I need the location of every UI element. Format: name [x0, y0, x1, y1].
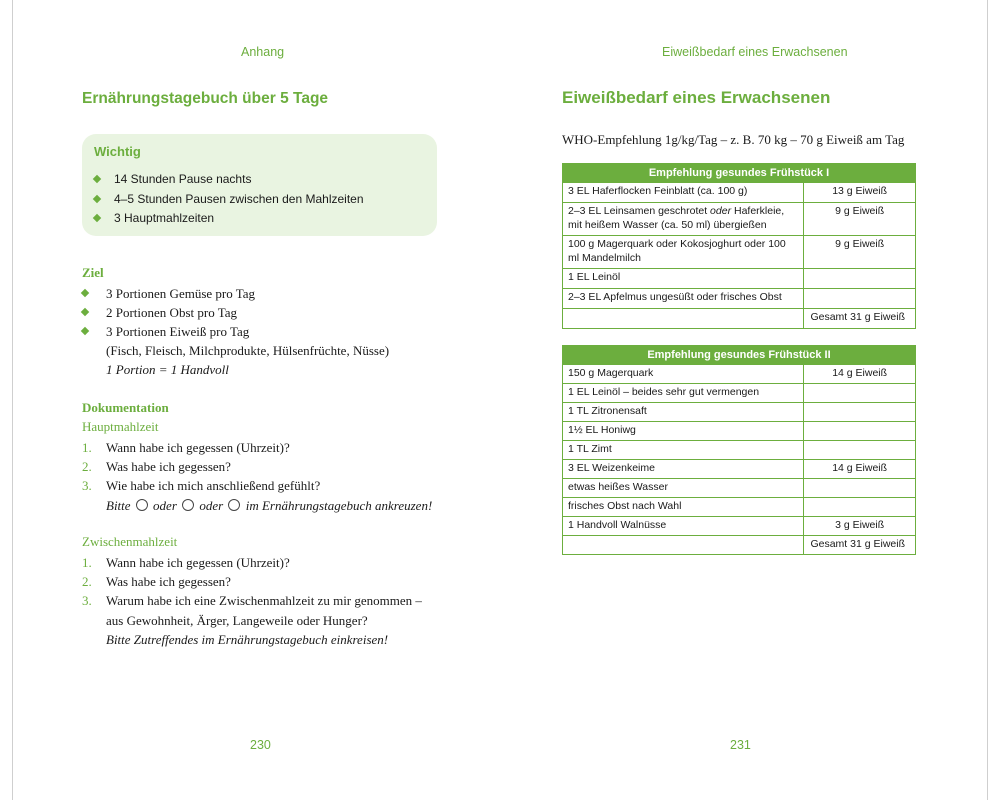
zwischenmahlzeit-list — [82, 553, 422, 610]
fruehstueck-2-table — [562, 345, 916, 555]
left-running-head: Anhang — [241, 45, 285, 59]
zwischenmahlzeit-heading: Zwischenmahlzeit — [82, 534, 178, 549]
table-cell: 1 Handvoll Walnüsse — [563, 517, 804, 536]
list-item: 3. Wie habe ich mich anschließend gefühlt? — [82, 478, 321, 493]
bullet-icon — [93, 194, 101, 202]
table-cell: 1½ EL Honiwg — [563, 422, 804, 441]
table-cell: etwas heißes Wasser — [563, 479, 804, 498]
table-header: Empfehlung gesundes Frühstück I — [563, 164, 916, 183]
list-item: 3 Portionen Eiweiß pro Tag — [82, 322, 255, 341]
zwischenmahlzeit-continuation: aus Gewohnheit, Ärger, Langeweile oder Hunger? — [106, 613, 368, 628]
list-item: 3 Portionen Gemüse pro Tag — [82, 284, 255, 303]
table-row — [563, 422, 916, 441]
left-page-number: 230 — [250, 738, 271, 752]
table-total: Gesamt 31 g Eiweiß — [804, 309, 916, 329]
table-cell — [563, 309, 804, 329]
neutral-face-icon — [182, 499, 194, 511]
sad-face-icon — [228, 499, 240, 511]
list-item: 14 Stunden Pause nachts — [94, 171, 364, 191]
table-cell: 1 EL Leinöl — [563, 269, 804, 289]
table-row — [563, 479, 916, 498]
fruehstueck-1-table — [562, 163, 916, 329]
table-row — [563, 403, 916, 422]
table-row — [563, 536, 916, 555]
table-cell: 3 EL Weizenkeime — [563, 460, 804, 479]
table-cell: 2–3 EL Apfelmus ungesüßt oder frisches Obst — [563, 289, 804, 309]
wichtig-list — [94, 171, 364, 230]
ziel-note: (Fisch, Fleisch, Milchprodukte, Hülsenfrüchte, Nüsse) — [106, 343, 390, 358]
table-row — [563, 236, 916, 269]
zwischenmahlzeit-note: Bitte Zutreffendes im Ernährungstagebuch einkreisen! — [106, 632, 389, 647]
table-cell — [804, 269, 916, 289]
table-total: Gesamt 31 g Eiweiß — [804, 536, 916, 555]
bullet-icon — [81, 308, 89, 316]
table-cell: 1 TL Zitronensaft — [563, 403, 804, 422]
table-cell: 3 EL Haferflocken Feinblatt (ca. 100 g) — [563, 183, 804, 203]
right-page-number: 231 — [730, 738, 751, 752]
table-row — [563, 365, 916, 384]
table-cell: 9 g Eiweiß — [804, 236, 916, 269]
table-row — [563, 309, 916, 329]
table-cell — [804, 479, 916, 498]
list-item: 1. Wann habe ich gegessen (Uhrzeit)? — [82, 555, 290, 570]
bullet-icon — [81, 327, 89, 335]
list-item: 4–5 Stunden Pausen zwischen den Mahlzeiten — [94, 191, 364, 211]
table-row — [563, 183, 916, 203]
happy-face-icon — [136, 499, 148, 511]
table-header: Empfehlung gesundes Frühstück II — [563, 346, 916, 365]
right-running-head: Eiweißbedarf eines Erwachsenen — [662, 45, 848, 59]
table-cell: 14 g Eiweiß — [804, 365, 916, 384]
list-item: 2. Was habe ich gegessen? — [82, 459, 231, 474]
table-row — [563, 441, 916, 460]
table-cell — [804, 289, 916, 309]
table-cell — [804, 384, 916, 403]
table-row — [563, 460, 916, 479]
wichtig-title: Wichtig — [94, 144, 141, 159]
table-cell — [804, 403, 916, 422]
who-recommendation: WHO-Empfehlung 1g/kg/Tag – z. B. 70 kg – 70 g Eiweiß am Tag — [562, 132, 905, 147]
ziel-note-italic: 1 Portion = 1 Handvoll — [106, 362, 229, 377]
table-cell: 2–3 EL Leinsamen geschrotet oder Haferkleie, mit heißem Wasser (ca. 50 ml) übergießen — [563, 203, 804, 236]
table-cell: 100 g Magerquark oder Kokosjoghurt oder 100 ml Mandelmilch — [563, 236, 804, 269]
table-cell: 14 g Eiweiß — [804, 460, 916, 479]
table-cell — [804, 498, 916, 517]
table-row — [563, 203, 916, 236]
list-item: 2. Was habe ich gegessen? — [82, 574, 231, 589]
hauptmahlzeit-note: Bitte oder oder im Ernährungstagebuch ankreuzen! — [106, 498, 433, 513]
table-cell: 150 g Magerquark — [563, 365, 804, 384]
table-cell: 1 TL Zimt — [563, 441, 804, 460]
table-row — [563, 384, 916, 403]
list-item: 3 Hauptmahlzeiten — [94, 210, 364, 230]
left-page-title: Ernährungstagebuch über 5 Tage — [82, 90, 329, 107]
table-cell: 13 g Eiweiß — [804, 183, 916, 203]
table-row — [563, 289, 916, 309]
bullet-icon — [93, 214, 101, 222]
bullet-icon — [93, 175, 101, 183]
table-row — [563, 269, 916, 289]
hauptmahlzeit-list — [82, 438, 320, 495]
list-item: 3. Warum habe ich eine Zwischenmahlzeit zu mir genommen – — [82, 593, 422, 608]
list-item: 2 Portionen Obst pro Tag — [82, 303, 255, 322]
table-row — [563, 498, 916, 517]
right-page-title: Eiweißbedarf eines Erwachsenen — [562, 88, 831, 107]
table-cell: 9 g Eiweiß — [804, 203, 916, 236]
table-cell: frisches Obst nach Wahl — [563, 498, 804, 517]
list-item: 1. Wann habe ich gegessen (Uhrzeit)? — [82, 440, 290, 455]
dokumentation-heading: Dokumentation — [82, 400, 169, 415]
ziel-list — [82, 284, 255, 341]
table-cell: 3 g Eiweiß — [804, 517, 916, 536]
ziel-heading: Ziel — [82, 265, 104, 280]
table-cell: 1 EL Leinöl – beides sehr gut vermengen — [563, 384, 804, 403]
hauptmahlzeit-heading: Hauptmahlzeit — [82, 419, 159, 434]
bullet-icon — [81, 289, 89, 297]
table-row — [563, 517, 916, 536]
table-cell — [804, 422, 916, 441]
table-cell — [804, 441, 916, 460]
wichtig-box — [82, 134, 437, 236]
table-cell — [563, 536, 804, 555]
